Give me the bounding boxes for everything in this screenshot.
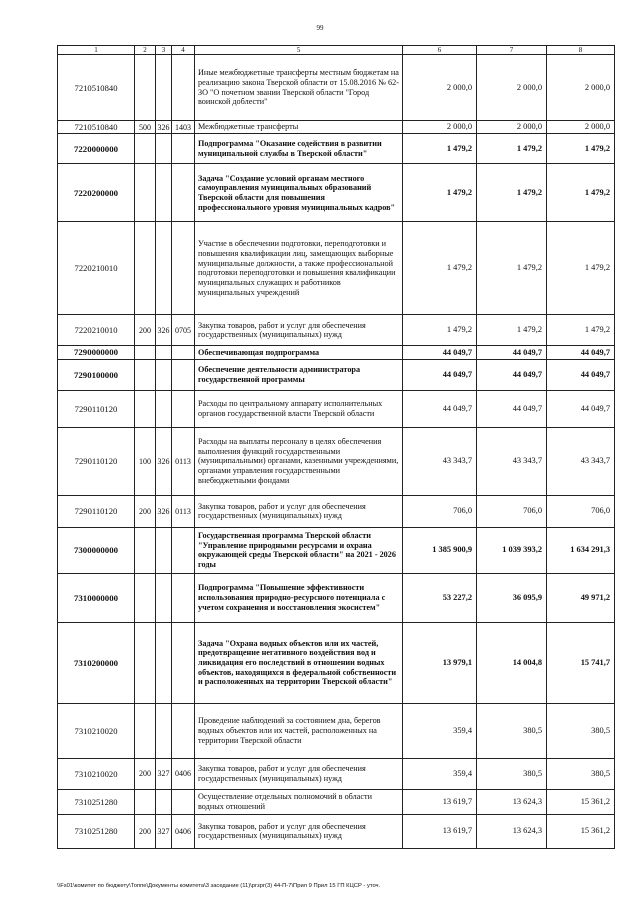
table-row: [58, 390, 615, 427]
row-section-code: [135, 346, 156, 359]
row-code: 7290100000: [58, 359, 135, 390]
row-section-code: [135, 527, 156, 573]
row-name: Осуществление отдельных полномочий в области водных отношений: [195, 789, 403, 814]
row-name: Подпрограмма "Оказание содействия в развитии муниципальной службы в Тверской области": [195, 134, 403, 164]
table-row: [58, 55, 615, 121]
row-ministry-code: [156, 164, 172, 222]
column-header: 8: [547, 46, 615, 55]
row-ministry-code: 326: [156, 315, 172, 346]
row-value-2025: 13 624,3: [477, 814, 547, 848]
row-code: 7220210010: [58, 315, 135, 346]
row-name: Обеспечение деятельности администратора государственной программы: [195, 359, 403, 390]
row-value-2026: 44 049,7: [547, 346, 615, 359]
row-subsection-code: 0705: [172, 315, 195, 346]
row-section-code: [135, 55, 156, 121]
row-subsection-code: [172, 573, 195, 622]
row-section-code: [135, 222, 156, 315]
row-section-code: 200: [135, 315, 156, 346]
row-code: 7310210020: [58, 703, 135, 758]
row-code: 7220000000: [58, 134, 135, 164]
row-value-2026: 1 479,2: [547, 222, 615, 315]
table-row: [58, 758, 615, 789]
row-value-2025: 1 479,2: [477, 222, 547, 315]
row-name: Участие в обеспечении подготовки, переподготовки и повышения квалификации лиц, замещающих выборные муниципальные должности, а также профессиональной подготовки переподготовки и повышения квалификации муниципальных служащих и работников муниципальных учреждений: [195, 222, 403, 315]
row-subsection-code: [172, 55, 195, 121]
row-value-2025: 2 000,0: [477, 55, 547, 121]
row-section-code: [135, 359, 156, 390]
row-subsection-code: [172, 789, 195, 814]
row-value-2026: 380,5: [547, 758, 615, 789]
row-value-2025: 1 479,2: [477, 134, 547, 164]
row-value-2025: 1 039 393,2: [477, 527, 547, 573]
row-section-code: 200: [135, 814, 156, 848]
budget-table: [57, 45, 615, 849]
table-row: [58, 427, 615, 495]
table-header-row: [58, 46, 615, 55]
row-value-2024: 1 479,2: [403, 164, 477, 222]
row-ministry-code: [156, 527, 172, 573]
row-subsection-code: [172, 390, 195, 427]
row-value-2025: 1 479,2: [477, 315, 547, 346]
table-body: [58, 46, 615, 849]
row-code: 7290000000: [58, 346, 135, 359]
row-section-code: [135, 703, 156, 758]
row-name: Государственная программа Тверской области "Управление природными ресурсами и охрана окружающей среды Тверской области" на 2021 - 2026 годы: [195, 527, 403, 573]
footer-file-path: \\Fs01\комитет по бюджету\Топпе\Документы комитета\3 заседание (11)\ргзрг(3) 44-П-7\Прил 9 Прил 15 ГП КЦСР - уточ.: [57, 883, 381, 889]
row-value-2024: 43 343,7: [403, 427, 477, 495]
row-value-2025: 36 095,9: [477, 573, 547, 622]
row-name: Проведение наблюдений за состоянием дна, берегов водных объектов или их частей, расположенных на территории Тверской области: [195, 703, 403, 758]
row-section-code: 200: [135, 758, 156, 789]
column-header: 5: [195, 46, 403, 55]
row-value-2025: 706,0: [477, 495, 547, 527]
row-value-2026: 2 000,0: [547, 121, 615, 134]
table-row: [58, 814, 615, 848]
table-row: [58, 222, 615, 315]
row-value-2024: 1 385 900,9: [403, 527, 477, 573]
row-subsection-code: 0113: [172, 427, 195, 495]
row-value-2025: 1 479,2: [477, 164, 547, 222]
row-code: 7290110120: [58, 390, 135, 427]
row-name: Закупка товаров, работ и услуг для обеспечения государственных (муниципальных) нужд: [195, 814, 403, 848]
column-header: 3: [156, 46, 172, 55]
row-subsection-code: [172, 346, 195, 359]
row-value-2024: 13 979,1: [403, 622, 477, 703]
row-section-code: [135, 573, 156, 622]
row-ministry-code: [156, 789, 172, 814]
row-name: Закупка товаров, работ и услуг для обеспечения государственных (муниципальных) нужд: [195, 758, 403, 789]
row-code: 7210510840: [58, 55, 135, 121]
row-ministry-code: 326: [156, 427, 172, 495]
row-code: 7210510840: [58, 121, 135, 134]
row-ministry-code: [156, 390, 172, 427]
row-ministry-code: [156, 222, 172, 315]
row-value-2025: 14 004,8: [477, 622, 547, 703]
table-row: [58, 315, 615, 346]
table-row: [58, 495, 615, 527]
table-row: [58, 622, 615, 703]
row-subsection-code: [172, 359, 195, 390]
row-code: 7310251280: [58, 814, 135, 848]
row-value-2025: 43 343,7: [477, 427, 547, 495]
row-code: 7220200000: [58, 164, 135, 222]
table-row: [58, 134, 615, 164]
table-row: [58, 527, 615, 573]
row-ministry-code: [156, 703, 172, 758]
row-subsection-code: 0406: [172, 758, 195, 789]
row-value-2024: 53 227,2: [403, 573, 477, 622]
row-code: 7220210010: [58, 222, 135, 315]
row-name: Подпрограмма "Повышение эффективности использования природно-ресурсного потенциала с учетом сохранения и восстановления экосистем": [195, 573, 403, 622]
row-section-code: 100: [135, 427, 156, 495]
row-section-code: [135, 164, 156, 222]
row-ministry-code: [156, 622, 172, 703]
row-ministry-code: [156, 55, 172, 121]
table-row: [58, 121, 615, 134]
row-value-2024: 44 049,7: [403, 359, 477, 390]
row-subsection-code: [172, 527, 195, 573]
row-value-2024: 1 479,2: [403, 315, 477, 346]
row-value-2025: 380,5: [477, 758, 547, 789]
row-subsection-code: [172, 703, 195, 758]
row-ministry-code: 327: [156, 758, 172, 789]
row-value-2024: 359,4: [403, 703, 477, 758]
row-value-2025: 380,5: [477, 703, 547, 758]
row-value-2026: 15 741,7: [547, 622, 615, 703]
row-ministry-code: [156, 573, 172, 622]
row-code: 7310200000: [58, 622, 135, 703]
row-ministry-code: [156, 346, 172, 359]
row-section-code: [135, 622, 156, 703]
column-header: 7: [477, 46, 547, 55]
row-value-2026: 2 000,0: [547, 55, 615, 121]
row-value-2026: 44 049,7: [547, 359, 615, 390]
column-header: 2: [135, 46, 156, 55]
row-value-2024: 13 619,7: [403, 814, 477, 848]
row-name: Расходы по центральному аппарату исполнительных органов государственной власти Тверской области: [195, 390, 403, 427]
column-header: 6: [403, 46, 477, 55]
row-code: 7310210020: [58, 758, 135, 789]
row-value-2026: 15 361,2: [547, 789, 615, 814]
row-ministry-code: [156, 359, 172, 390]
table-row: [58, 703, 615, 758]
row-value-2024: 44 049,7: [403, 346, 477, 359]
row-subsection-code: 1403: [172, 121, 195, 134]
row-ministry-code: 326: [156, 121, 172, 134]
row-value-2024: 706,0: [403, 495, 477, 527]
table-row: [58, 346, 615, 359]
row-section-code: 500: [135, 121, 156, 134]
row-value-2026: 43 343,7: [547, 427, 615, 495]
row-value-2026: 380,5: [547, 703, 615, 758]
row-code: 7310000000: [58, 573, 135, 622]
table-row: [58, 789, 615, 814]
row-subsection-code: 0406: [172, 814, 195, 848]
row-name: Закупка товаров, работ и услуг для обеспечения государственных (муниципальных) нужд: [195, 495, 403, 527]
row-name: Задача "Охрана водных объектов или их частей, предотвращение негативного воздействия вод и ликвидация его последствий в отношении водных объектов, находящихся в федеральной собственности и расположенных на территории Тверской области": [195, 622, 403, 703]
row-code: 7310251280: [58, 789, 135, 814]
row-value-2026: 44 049,7: [547, 390, 615, 427]
row-name: Задача "Создание условий органам местного самоуправления муниципальных образований Тверской области для повышения профессионального уровня муниципальных кадров": [195, 164, 403, 222]
row-section-code: 200: [135, 495, 156, 527]
row-subsection-code: 0113: [172, 495, 195, 527]
row-subsection-code: [172, 164, 195, 222]
row-code: 7290110120: [58, 427, 135, 495]
row-name: Обеспечивающая подпрограмма: [195, 346, 403, 359]
row-section-code: [135, 789, 156, 814]
table-row: [58, 573, 615, 622]
row-value-2026: 1 479,2: [547, 134, 615, 164]
column-header: 4: [172, 46, 195, 55]
row-code: 7290110120: [58, 495, 135, 527]
row-value-2025: 2 000,0: [477, 121, 547, 134]
row-value-2026: 49 971,2: [547, 573, 615, 622]
row-value-2026: 1 479,2: [547, 315, 615, 346]
row-subsection-code: [172, 622, 195, 703]
row-value-2024: 13 619,7: [403, 789, 477, 814]
row-ministry-code: 327: [156, 814, 172, 848]
row-section-code: [135, 390, 156, 427]
page-number: 99: [316, 24, 324, 32]
row-name: Иные межбюджетные трансферты местным бюджетам на реализацию закона Тверской области от 15.08.2016 № 62-ЗО "О почетном звании Тверской области "Город воинской доблести": [195, 55, 403, 121]
row-value-2026: 1 634 291,3: [547, 527, 615, 573]
column-header: 1: [58, 46, 135, 55]
row-ministry-code: 326: [156, 495, 172, 527]
row-value-2024: 2 000,0: [403, 121, 477, 134]
row-subsection-code: [172, 222, 195, 315]
row-value-2026: 15 361,2: [547, 814, 615, 848]
row-value-2024: 2 000,0: [403, 55, 477, 121]
row-name: Расходы на выплаты персоналу в целях обеспечения выполнения функций государственными (муниципальными) органами, казенными учреждениями, органами управления государственными внебюджетными фондами: [195, 427, 403, 495]
row-name: Межбюджетные трансферты: [195, 121, 403, 134]
row-code: 7300000000: [58, 527, 135, 573]
row-value-2024: 359,4: [403, 758, 477, 789]
row-section-code: [135, 134, 156, 164]
row-subsection-code: [172, 134, 195, 164]
row-value-2025: 44 049,7: [477, 390, 547, 427]
row-value-2025: 13 624,3: [477, 789, 547, 814]
row-value-2025: 44 049,7: [477, 346, 547, 359]
row-value-2026: 706,0: [547, 495, 615, 527]
row-value-2025: 44 049,7: [477, 359, 547, 390]
table-row: [58, 164, 615, 222]
row-value-2026: 1 479,2: [547, 164, 615, 222]
row-value-2024: 1 479,2: [403, 134, 477, 164]
table-row: [58, 359, 615, 390]
row-value-2024: 1 479,2: [403, 222, 477, 315]
row-name: Закупка товаров, работ и услуг для обеспечения государственных (муниципальных) нужд: [195, 315, 403, 346]
row-ministry-code: [156, 134, 172, 164]
row-value-2024: 44 049,7: [403, 390, 477, 427]
